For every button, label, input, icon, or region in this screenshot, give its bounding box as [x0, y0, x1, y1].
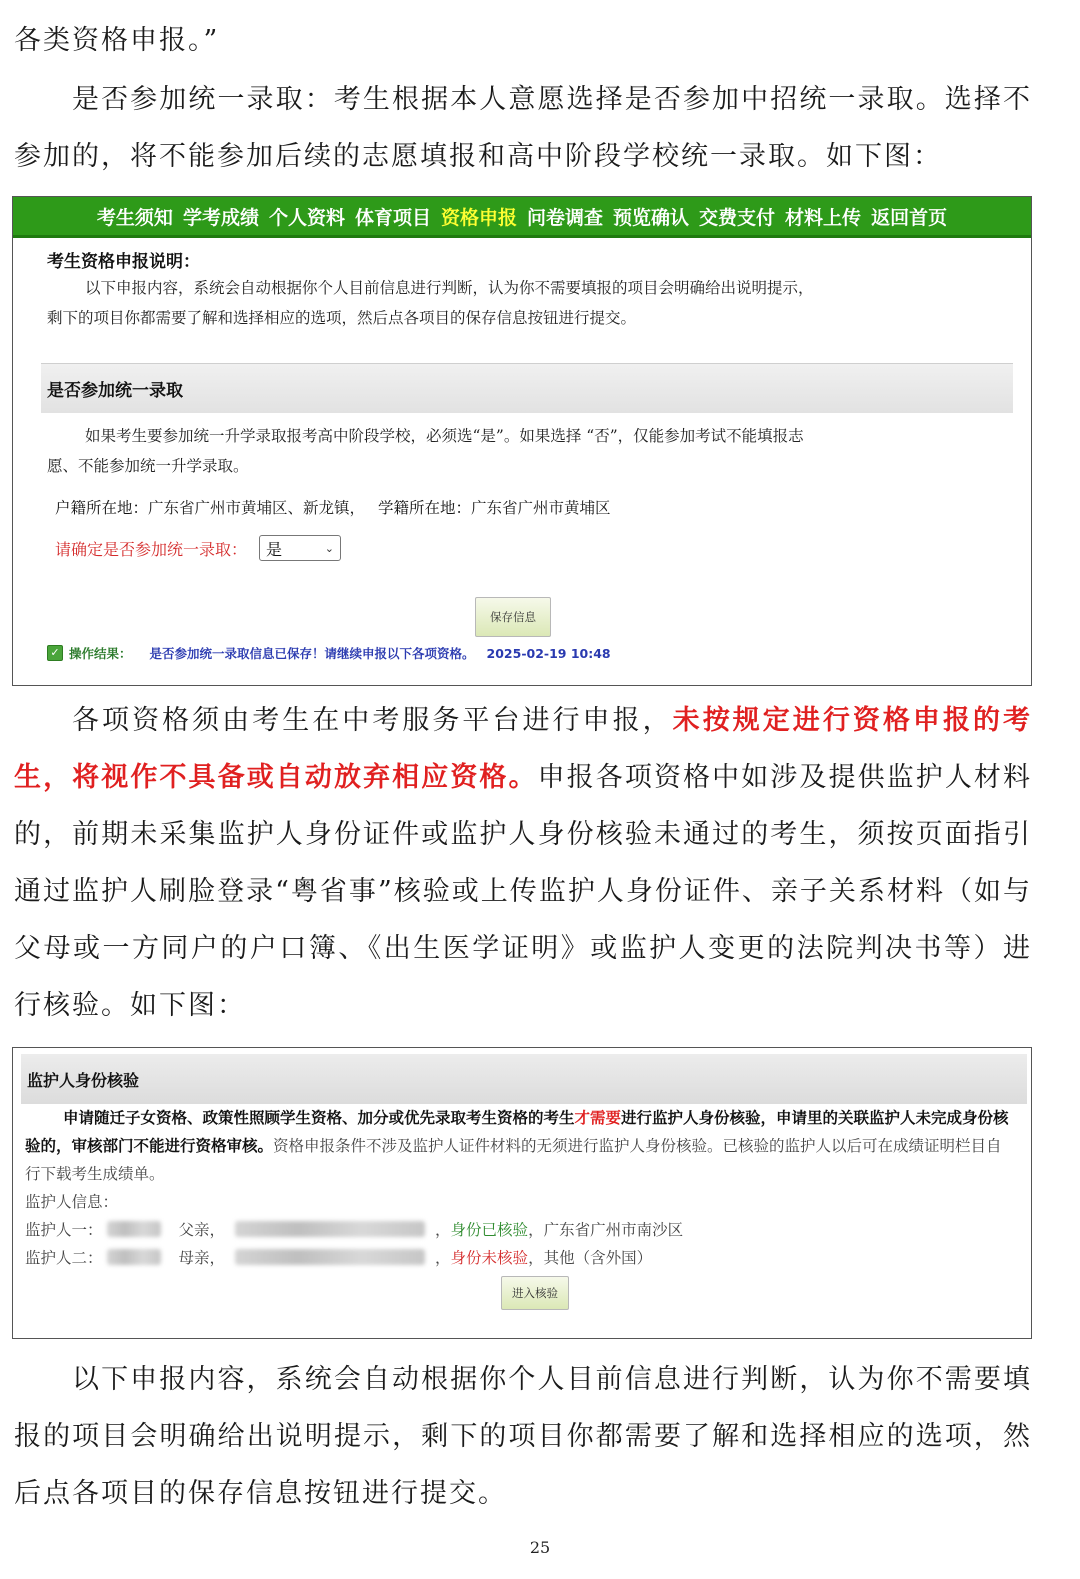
guardian-1-relation: 父亲，: [178, 1221, 226, 1239]
join-choice-row: [55, 535, 341, 561]
qualification-screenshot: [12, 196, 1032, 686]
redacted-name: [107, 1221, 161, 1237]
qualification-warning: 未按规定进行资格申报的考生，将视作不具备或自动放弃相应资格。: [14, 705, 1033, 793]
result-message: 是否参加统一录取信息已保存！请继续申报以下各项资格。: [149, 646, 475, 661]
guardian-2-region: ，其他（含外国）: [528, 1249, 653, 1267]
guardian-info-label: 监护人信息：: [25, 1193, 119, 1211]
redacted-id: [235, 1249, 425, 1265]
guardian-2-status: 身份未核验: [450, 1249, 529, 1267]
nav-item-scores[interactable]: 学考成绩: [182, 206, 259, 229]
hukou-label: 户籍所在地：: [55, 499, 149, 517]
nav-item-upload[interactable]: 材料上传: [785, 206, 862, 229]
nav-bar: [13, 197, 1031, 238]
check-icon: ✓: [47, 645, 63, 661]
guardian-2-relation: 母亲，: [178, 1249, 226, 1267]
explanation-line-2: 剩下的项目你都需要了解和选择相应的选项，然后点各项目的保存信息按钮进行提交。: [47, 309, 637, 327]
xueji-value: 广东省广州市黄埔区: [470, 499, 611, 517]
guardian-notice-bold-b: 进行监护人身份核验，申请里的关联监护人未完成身份核验的，审核部门不能进行资格审核。: [25, 1109, 1009, 1155]
operation-result: [47, 644, 611, 662]
explanation-title: 考生资格申报说明：: [47, 252, 200, 272]
hukou-value: 广东省广州市黄埔区、新龙镇，: [148, 499, 366, 517]
intro-tail: 各类资格申报。”: [14, 25, 220, 56]
location-info: [55, 493, 611, 523]
result-timestamp: 2025-02-19 10:48: [486, 645, 611, 661]
nav-item-notice[interactable]: 考生须知: [96, 206, 173, 229]
qualification-paragraph: [14, 692, 1032, 1034]
join-text: 考生根据本人意愿选择是否参加中招统一录取。选择不参加的，将不能参加后续的志愿填报和高中阶段学校统一录取。如下图：: [14, 84, 1032, 172]
result-label: 操作结果：: [69, 646, 132, 661]
guardian-1-region: ，广东省广州市南沙区: [528, 1221, 684, 1239]
redacted-id: [235, 1221, 425, 1237]
guardian-row-1: 监护人一： 父亲， ， 身份已核验 ，广东省广州市南沙区: [25, 1218, 683, 1240]
join-note-line-2: 愿、不能参加统一升学录取。: [47, 457, 249, 475]
guardian-2-label: 监护人二：: [25, 1249, 103, 1267]
guardian-notice-bold-a: 申请随迁子女资格、政策性照顾学生资格、加分或优先录取考生资格的考生: [63, 1109, 575, 1127]
explanation-line-1: 以下申报内容，系统会自动根据你个人目前信息进行判断，认为你不需要填报的项目会明确给出说明提示，: [85, 279, 814, 297]
guardian-notice: [25, 1104, 1015, 1216]
nav-item-home[interactable]: 返回首页: [871, 206, 948, 229]
nav-item-sports[interactable]: 体育项目: [354, 206, 431, 229]
chevron-down-icon: ⌄: [324, 541, 335, 555]
xueji-label: 学籍所在地：: [377, 499, 471, 517]
guardian-1-label: 监护人一：: [25, 1221, 103, 1239]
final-paragraph: 以下申报内容，系统会自动根据你个人目前信息进行判断，认为你不需要填报的项目会明确给出说明提示，剩下的项目你都需要了解和选择相应的选项，然后点各项目的保存信息按钮进行提交。: [14, 1364, 1032, 1509]
nav-item-preview[interactable]: 预览确认: [613, 206, 690, 229]
guardian-1-status: 身份已核验: [450, 1221, 529, 1239]
qualification-text-b: 申报各项资格中如涉及提供监护人材料的，前期未采集监护人身份证件或监护人身份核验未通过的考生，须按页面指引通过监护人刷脸登录“粤省事”核验或上传监护人身份证件、亲子关系材料（如与父母或一方同户的户口簿、《出生医学证明》或监护人变更的法院判决书等）进行核验。如下图：: [14, 762, 1033, 1021]
qualification-text-a: 各项资格须由考生在中考服务平台进行申报，: [72, 705, 673, 736]
nav-item-qualification[interactable]: 资格申报: [440, 206, 517, 229]
page-number: 25: [529, 1538, 551, 1557]
nav-item-profile[interactable]: 个人资料: [268, 206, 345, 229]
join-paragraph: [14, 71, 1032, 185]
guardian-row-2: 监护人二： 母亲， ， 身份未核验 ，其他（含外国）: [25, 1246, 652, 1268]
redacted-name: [107, 1249, 161, 1265]
nav-item-survey[interactable]: 问卷调查: [527, 206, 604, 229]
join-choice-label: 请确定是否参加统一录取：: [55, 539, 248, 559]
nav-item-payment[interactable]: 交费支付: [699, 206, 776, 229]
join-select-value: 是: [266, 539, 283, 559]
join-lead: 是否参加统一录取：: [72, 84, 334, 115]
guardian-notice-red: 才需要: [574, 1109, 622, 1127]
enter-verification-button[interactable]: 进入核验: [501, 1276, 569, 1310]
guardian-notice-normal: 资格申报条件不涉及监护人证件材料的无须进行监护人身份核验。已核验的监护人以后可在成绩证明栏目自行下载考生成绩单。: [25, 1137, 1002, 1183]
join-select[interactable]: [259, 535, 341, 561]
section-title-join: 是否参加统一录取: [41, 363, 1013, 413]
join-note: [47, 421, 997, 481]
guardian-panel-title: 监护人身份核验: [21, 1054, 1027, 1104]
save-button[interactable]: 保存信息: [475, 597, 551, 637]
explanation-text: [47, 273, 997, 333]
guardian-verification-screenshot: [12, 1047, 1032, 1339]
join-note-line-1: 如果考生要参加统一升学录取报考高中阶段学校，必须选“是”。如果选择 “否”，仅能参加考试不能填报志: [85, 427, 804, 445]
